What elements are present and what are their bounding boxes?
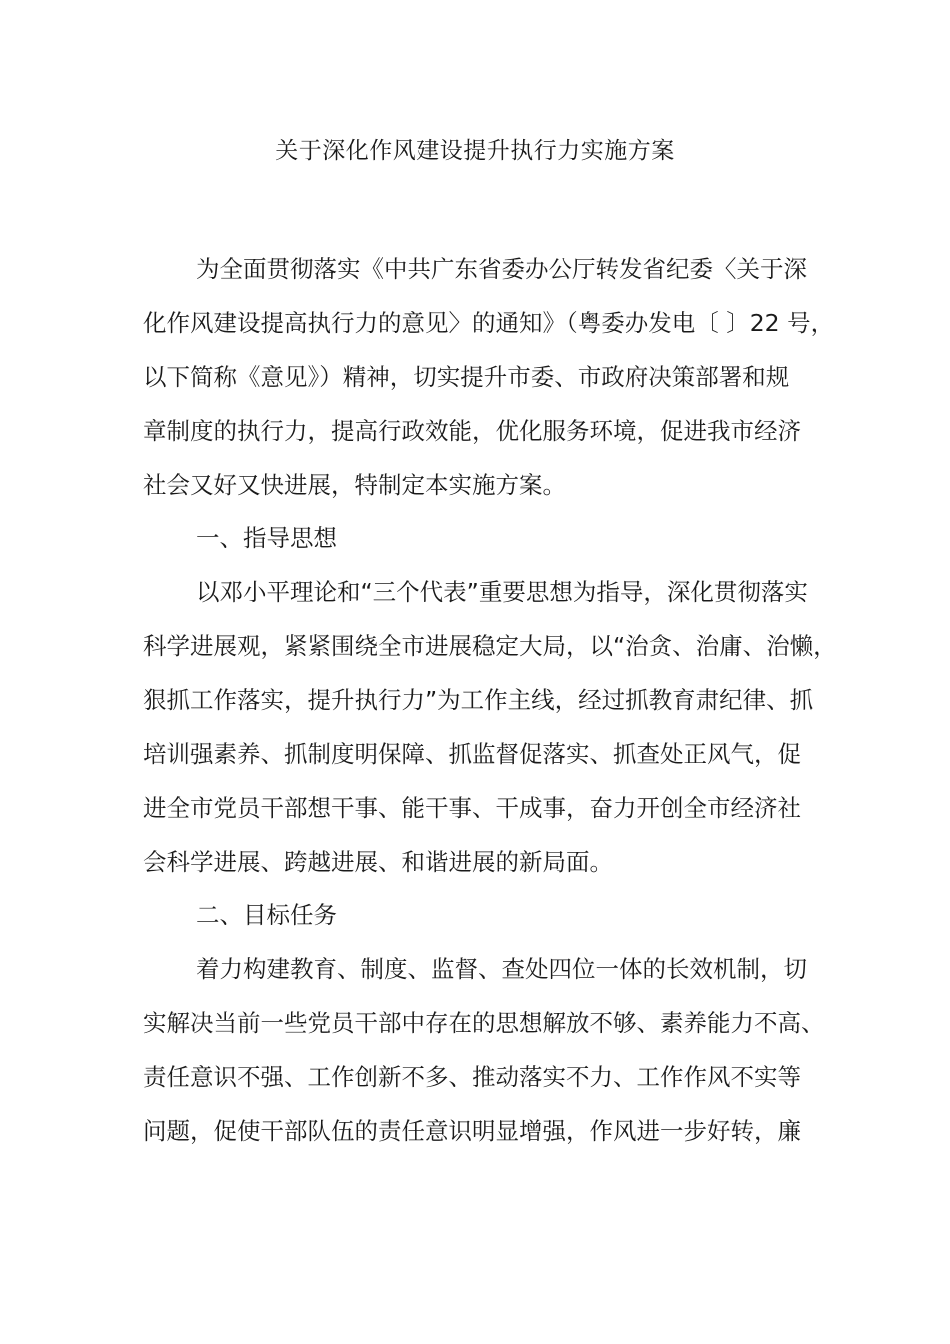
paragraph-line: 以下简称《意见》）精神，切实提升市委、市政府决策部署和规	[143, 363, 790, 391]
paragraph-line: 培训强素养、抓制度明保障、抓监督促落实、抓查处正风气，促	[143, 740, 801, 768]
paragraph-line: 着力构建教育、制度、监督、查处四位一体的长效机制，切	[196, 955, 807, 983]
paragraph-line: 狠抓工作落实，提升执行力”为工作主线，经过抓教育肃纪律、抓	[143, 686, 814, 714]
paragraph-line: 问题，促使干部队伍的责任意识明显增强，作风进一步好转，廉	[143, 1117, 801, 1145]
paragraph-line: 化作风建设提高执行力的意见〉的通知》（粤委办发电〔 〕22 号，	[143, 309, 835, 337]
paragraph-line: 为全面贯彻落实《中共广东省委办公厅转发省纪委〈关于深	[196, 255, 807, 283]
paragraph-line: 进全市党员干部想干事、能干事、干成事，奋力开创全市经济社	[143, 794, 801, 822]
section-heading: 一、指导思想	[196, 524, 337, 552]
paragraph-line: 以邓小平理论和“三个代表”重要思想为指导，深化贯彻落实	[196, 578, 808, 606]
paragraph-line: 实解决当前一些党员干部中存在的思想解放不够、素养能力不高、	[143, 1009, 825, 1037]
document-title: 关于深化作风建设提升执行力实施方案	[275, 138, 675, 164]
paragraph-line: 会科学进展、跨越进展、和谐进展的新局面。	[143, 848, 613, 876]
paragraph-line: 章制度的执行力，提高行政效能，优化服务环境，促进我市经济	[143, 417, 801, 445]
paragraph-line: 社会又好又快进展，特制定本实施方案。	[143, 471, 566, 499]
section-heading: 二、目标任务	[196, 901, 337, 929]
paragraph-line: 责任意识不强、工作创新不多、推动落实不力、工作作风不实等	[143, 1063, 801, 1091]
paragraph-line: 科学进展观，紧紧围绕全市进展稳定大局，以“治贪、治庸、治懒，	[143, 632, 837, 660]
